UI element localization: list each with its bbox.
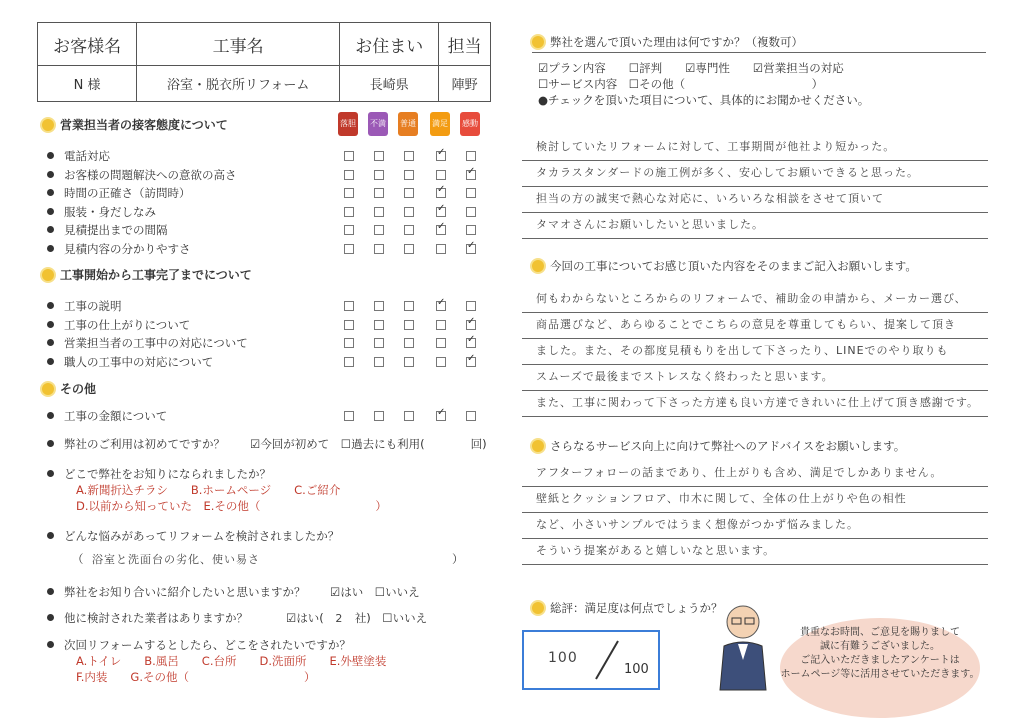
ruled-line	[522, 512, 988, 513]
thank-you-bubble: 貴重なお時間、ご意見を賜りまして 誠に有難うございました。 ご記入いただきましたアンケートは ホームページ等に活用させていただきます。	[780, 618, 980, 718]
rating-checkbox[interactable]	[436, 357, 446, 367]
flower-icon	[42, 383, 54, 395]
reason-options-2: ☐サービス内容 ☐その他（ ）	[538, 77, 824, 91]
header-label-residence: お住まい	[340, 23, 439, 66]
right-q2: 今回の工事についてお感じ頂いた内容をそのままご記入お願いします。	[532, 258, 917, 274]
rating-checkbox[interactable]	[374, 207, 384, 217]
score-slash	[595, 640, 619, 679]
rating-checkbox[interactable]	[466, 320, 476, 330]
rating-checkbox[interactable]	[436, 320, 446, 330]
rating-checkbox[interactable]	[466, 151, 476, 161]
divider	[532, 52, 986, 53]
question-other-vendors: 他に検討された業者はありますか？	[47, 610, 248, 626]
rating-checkbox[interactable]	[344, 170, 354, 180]
handwritten-line: 何もわからないところからのリフォームで、補助金の申請から、メーカー選び、	[536, 292, 967, 305]
rating-checkbox[interactable]	[374, 320, 384, 330]
rating-checkbox[interactable]	[466, 411, 476, 421]
section-title-construction: 工事開始から工事完了までについて	[42, 266, 252, 283]
rating-checkbox[interactable]	[436, 244, 446, 254]
staff-mascot-icon	[710, 600, 776, 692]
flower-icon	[42, 269, 54, 281]
score-value: 100	[548, 650, 578, 666]
flower-icon	[532, 440, 544, 452]
ruled-line	[522, 564, 988, 565]
reason-answer: 浴室と洗面台の劣化、使い易さ	[92, 553, 260, 566]
how-found-options-2: D.以前から知っていた E.その他（ ）	[76, 499, 387, 513]
rating-checkbox[interactable]	[374, 411, 384, 421]
flower-icon	[532, 36, 544, 48]
ruled-line	[522, 390, 988, 391]
rating-checkbox[interactable]	[436, 170, 446, 180]
rating-item: 服装・身だしなみ	[47, 204, 156, 220]
rating-checkbox[interactable]	[344, 207, 354, 217]
rating-checkbox[interactable]	[374, 170, 384, 180]
ruled-line	[522, 312, 988, 313]
rating-checkbox[interactable]	[404, 338, 414, 348]
rating-item: 時間の正確さ（訪問時）	[47, 185, 191, 201]
question-first-use: 弊社のご利用は初めてですか？	[47, 436, 225, 452]
next-reform-options-2: F.内装 G.その他（ ）	[76, 670, 316, 684]
rating-checkbox[interactable]	[344, 225, 354, 235]
rating-checkbox[interactable]	[404, 244, 414, 254]
handwritten-line: タカラスタンダードの施工例が多く、安心してお願いできると思った。	[536, 166, 920, 179]
header-value-residence: 長崎県	[340, 66, 439, 102]
rating-item: 工事の金額について	[47, 408, 167, 424]
rating-checkbox[interactable]	[436, 151, 446, 161]
ruled-line	[522, 160, 988, 161]
ruled-line	[522, 486, 988, 487]
rating-checkbox[interactable]	[374, 244, 384, 254]
rating-checkbox[interactable]	[436, 188, 446, 198]
reason-detail-prompt: ●チェックを頂いた項目について、具体的にお聞かせください。	[538, 93, 870, 107]
ruled-line	[522, 338, 988, 339]
rating-checkbox[interactable]	[404, 357, 414, 367]
rating-checkbox[interactable]	[344, 188, 354, 198]
handwritten-line: 商品選びなど、あらゆることでこちらの意見を尊重してもらい、提案して頂き	[536, 318, 956, 331]
rating-checkbox[interactable]	[404, 188, 414, 198]
rating-checkbox[interactable]	[404, 411, 414, 421]
rating-checkbox[interactable]	[404, 170, 414, 180]
rating-checkbox[interactable]	[374, 338, 384, 348]
rating-checkbox[interactable]	[466, 301, 476, 311]
handwritten-line: アフターフォローの話まであり、仕上がりも含め、満足でしかありません。	[536, 466, 943, 479]
rating-item: 営業担当者の工事中の対応について	[47, 335, 248, 351]
right-q4: 総評：満足度は何点でしょうか？	[532, 600, 723, 616]
ruled-line	[522, 538, 988, 539]
rating-checkbox[interactable]	[466, 338, 476, 348]
rating-checkbox[interactable]	[436, 411, 446, 421]
rating-item: 工事の説明	[47, 298, 122, 314]
rating-checkbox[interactable]	[344, 320, 354, 330]
rating-item: お客様の問題解決への意欲の高さ	[47, 167, 237, 183]
header-label-project: 工事名	[137, 23, 340, 66]
question-next-reform: 次回リフォームするとしたら、どこをされたいですか？	[47, 637, 351, 653]
reason-close-paren: ）	[452, 552, 464, 566]
rating-checkbox[interactable]	[466, 207, 476, 217]
rating-item: 職人の工事中の対応について	[47, 354, 213, 370]
header-value-staff: 陣野	[439, 66, 491, 102]
handwritten-line: 壁紙とクッションフロア、巾木に関して、全体の仕上がりや色の相性	[536, 492, 907, 505]
rating-checkbox[interactable]	[466, 188, 476, 198]
rating-checkbox[interactable]	[466, 357, 476, 367]
header-label-staff: 担当	[439, 23, 491, 66]
rating-level-4: 満足	[430, 112, 450, 136]
question-reason: どんな悩みがあってリフォームを検討されましたか？	[47, 528, 339, 544]
header-value-customer: N 様	[38, 66, 137, 102]
rating-checkbox[interactable]	[374, 357, 384, 367]
rating-checkbox[interactable]	[404, 207, 414, 217]
reason-open-paren: （	[72, 552, 84, 566]
handwritten-line: 担当の方の誠実で熱心な対応に、いろいろな相談をさせて頂いて	[536, 192, 884, 205]
rating-item: 見積提出までの間隔	[47, 222, 168, 238]
rating-checkbox[interactable]	[404, 225, 414, 235]
rating-level-5: 感動	[460, 112, 480, 136]
rating-checkbox[interactable]	[404, 151, 414, 161]
rating-item: 電話対応	[47, 148, 110, 164]
rating-checkbox[interactable]	[344, 357, 354, 367]
next-reform-options-1: A.トイレ B.風呂 C.台所 D.洗面所 E.外壁塗装	[76, 654, 387, 668]
handwritten-line: など、小さいサンプルではうまく想像がつかず悩みました。	[536, 518, 860, 531]
section-title-other: その他	[42, 380, 96, 397]
question-how-found: どこで弊社をお知りになられましたか？	[47, 466, 271, 482]
rating-checkbox[interactable]	[374, 188, 384, 198]
rating-checkbox[interactable]	[404, 301, 414, 311]
question-introduce: 弊社をお知り合いに紹介したいと思いますか？	[47, 584, 306, 600]
rating-checkbox[interactable]	[374, 225, 384, 235]
rating-item: 工事の仕上がりについて	[47, 317, 190, 333]
rating-checkbox[interactable]	[436, 338, 446, 348]
rating-checkbox[interactable]	[374, 301, 384, 311]
rating-checkbox[interactable]	[344, 301, 354, 311]
customer-header-table	[37, 22, 491, 102]
ruled-line	[522, 212, 988, 213]
answer-first-use: ☑今回が初めて ☐過去にも利用( 回)	[250, 437, 487, 451]
rating-checkbox[interactable]	[344, 244, 354, 254]
handwritten-line: 検討していたリフォームに対して、工事期間が他社より短かった。	[536, 140, 896, 153]
handwritten-line: タマオさんにお願いしたいと思いました。	[536, 218, 764, 231]
rating-checkbox[interactable]	[344, 411, 354, 421]
rating-checkbox[interactable]	[344, 151, 354, 161]
ruled-line	[522, 364, 988, 365]
ruled-line	[522, 238, 988, 239]
rating-level-3: 普通	[398, 112, 418, 136]
flower-icon	[42, 119, 54, 131]
section-title-sales: 営業担当者の接客態度について	[42, 116, 228, 133]
handwritten-line: また、工事に関わって下さった方達も良い方達できれいに仕上げて頂き感謝です。	[536, 396, 980, 409]
rating-checkbox[interactable]	[436, 207, 446, 217]
reason-options-1: ☑プラン内容 ☐評判 ☑専門性 ☑営業担当の対応	[538, 61, 844, 75]
handwritten-line: ました。また、その都度見積もりを出して下さったり、LINEでのやり取りも	[536, 344, 949, 357]
score-max: 100	[624, 662, 649, 677]
rating-level-1: 落胆	[338, 112, 358, 136]
how-found-options-1: A.新聞折込チラシ B.ホームページ C.ご紹介	[76, 483, 341, 497]
header-label-customer: お客様名	[38, 23, 137, 66]
ruled-line	[522, 186, 988, 187]
handwritten-line: スムーズで最後までストレスなく終わったと思います。	[536, 370, 834, 383]
rating-level-2: 不満	[368, 112, 388, 136]
rating-checkbox[interactable]	[466, 170, 476, 180]
flower-icon	[532, 260, 544, 272]
rating-checkbox[interactable]	[374, 151, 384, 161]
answer-other-vendors: ☑はい( 2 社) ☐いいえ	[286, 611, 428, 625]
score-box	[522, 630, 660, 690]
rating-checkbox[interactable]	[344, 338, 354, 348]
right-q3: さらなるサービス向上に向けて弊社へのアドバイスをお願いします。	[532, 438, 905, 454]
handwritten-line: そういう提案があると嬉しいなと思います。	[536, 544, 776, 557]
right-q1: 弊社を選んで頂いた理由は何ですか？（複数可）	[532, 34, 803, 50]
answer-introduce: ☑はい ☐いいえ	[330, 585, 420, 599]
rating-checkbox[interactable]	[466, 244, 476, 254]
header-value-project: 浴室・脱衣所リフォーム	[137, 66, 340, 102]
flower-icon	[532, 602, 544, 614]
rating-checkbox[interactable]	[436, 225, 446, 235]
rating-checkbox[interactable]	[466, 225, 476, 235]
rating-checkbox[interactable]	[404, 320, 414, 330]
ruled-line	[522, 416, 988, 417]
rating-checkbox[interactable]	[436, 301, 446, 311]
rating-item: 見積内容の分かりやすさ	[47, 241, 191, 257]
